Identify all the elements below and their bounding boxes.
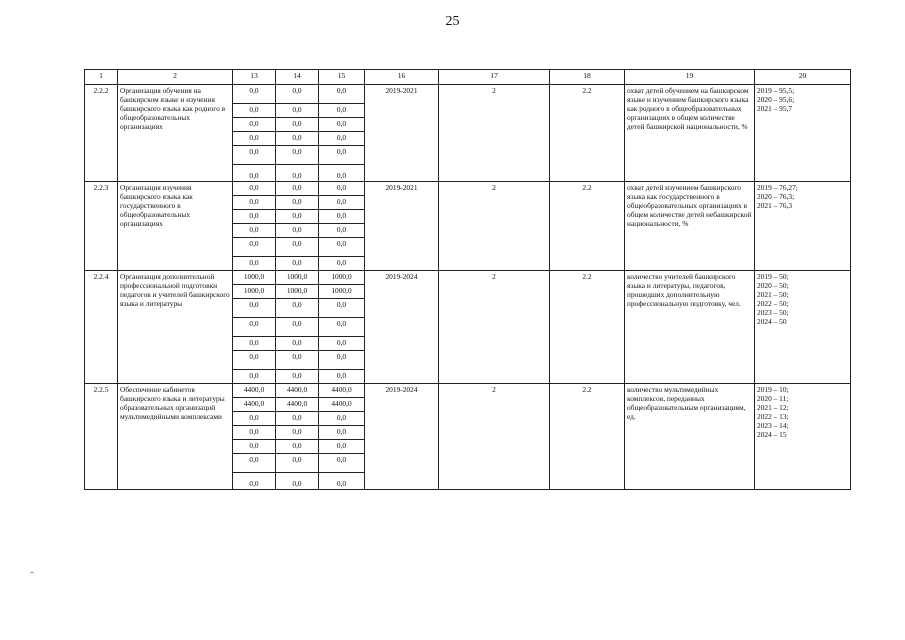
period-cell: 2019-2024 bbox=[365, 384, 439, 490]
value-cell: 0,0 bbox=[319, 299, 365, 318]
value-cell: 0,0 bbox=[276, 318, 319, 337]
targets-cell: 2019 – 95,5; 2020 – 95,6; 2021 – 95,7 bbox=[755, 85, 851, 182]
value-cell: 0,0 bbox=[319, 85, 365, 104]
value-cell: 4400,0 bbox=[319, 398, 365, 412]
indicator-cell: количество мультимедийных комплексов, переданных общеобразовательным организациям, ед. bbox=[625, 384, 755, 490]
activity-name: Организация дополнительной профессиональной подготовки педагогов и учителей башкирского языка и литературы bbox=[118, 271, 233, 384]
header-cell: 16 bbox=[365, 70, 439, 85]
value-cell: 1000,0 bbox=[276, 285, 319, 299]
value-cell: 0,0 bbox=[276, 196, 319, 210]
header-cell: 18 bbox=[550, 70, 625, 85]
value-cell: 0,0 bbox=[319, 238, 365, 257]
value-cell: 0,0 bbox=[319, 224, 365, 238]
value-cell: 1000,0 bbox=[276, 271, 319, 285]
value-cell: 0,0 bbox=[233, 196, 276, 210]
header-row bbox=[85, 70, 851, 85]
value-cell: 0,0 bbox=[319, 132, 365, 146]
activity-number: 2.2.4 bbox=[85, 271, 118, 384]
col18-cell: 2.2 bbox=[550, 384, 625, 490]
value-cell: 0,0 bbox=[276, 473, 319, 490]
value-cell: 0,0 bbox=[233, 165, 276, 182]
col18-cell: 2.2 bbox=[550, 271, 625, 384]
targets-cell: 2019 – 10; 2020 – 11; 2021 – 12; 2022 – 13; 2023 – 14; 2024 – 15 bbox=[755, 384, 851, 490]
value-cell: 4400,0 bbox=[276, 398, 319, 412]
value-cell: 0,0 bbox=[276, 412, 319, 426]
value-cell: 1000,0 bbox=[319, 285, 365, 299]
value-cell: 0,0 bbox=[233, 426, 276, 440]
col17-cell: 2 bbox=[439, 182, 550, 271]
period-cell: 2019-2021 bbox=[365, 85, 439, 182]
value-cell: 0,0 bbox=[233, 454, 276, 473]
value-cell: 1000,0 bbox=[233, 271, 276, 285]
table-row bbox=[85, 182, 851, 196]
activity-name: Обеспечение кабинетов башкирского языка и литературы образовательных организаций мультимедийными комплексами bbox=[118, 384, 233, 490]
targets-cell: 2019 – 50; 2020 – 50; 2021 – 50; 2022 – 50; 2023 – 50; 2024 – 50 bbox=[755, 271, 851, 384]
value-cell: 0,0 bbox=[276, 132, 319, 146]
value-cell: 0,0 bbox=[276, 257, 319, 271]
value-cell: 0,0 bbox=[319, 182, 365, 196]
value-cell: 0,0 bbox=[319, 257, 365, 271]
value-cell: 0,0 bbox=[276, 351, 319, 370]
col17-cell: 2 bbox=[439, 384, 550, 490]
value-cell: 0,0 bbox=[319, 210, 365, 224]
period-cell: 2019-2021 bbox=[365, 182, 439, 271]
program-activities-table bbox=[84, 69, 851, 490]
header-cell: 20 bbox=[755, 70, 851, 85]
page-number: 25 bbox=[445, 14, 460, 29]
indicator-cell: охват детей обучением на башкирском языке и изучением башкирского языка как родного в общеобразовательных организациях в общем количестве детей башкирской национальности, % bbox=[625, 85, 755, 182]
value-cell: 0,0 bbox=[233, 238, 276, 257]
value-cell: 0,0 bbox=[276, 426, 319, 440]
value-cell: 0,0 bbox=[233, 351, 276, 370]
value-cell: 0,0 bbox=[276, 238, 319, 257]
value-cell: 0,0 bbox=[276, 165, 319, 182]
col17-cell: 2 bbox=[439, 271, 550, 384]
scan-artifact bbox=[30, 572, 34, 573]
value-cell: 0,0 bbox=[276, 299, 319, 318]
value-cell: 0,0 bbox=[233, 257, 276, 271]
value-cell: 0,0 bbox=[276, 224, 319, 238]
activity-number: 2.2.2 bbox=[85, 85, 118, 182]
indicator-cell: количество учителей башкирского языка и литературы, педагогов, прошедших дополнительную профессиональную подготовку, чел. bbox=[625, 271, 755, 384]
value-cell: 0,0 bbox=[233, 318, 276, 337]
value-cell: 0,0 bbox=[276, 182, 319, 196]
value-cell: 0,0 bbox=[233, 412, 276, 426]
value-cell: 0,0 bbox=[276, 454, 319, 473]
col17-cell: 2 bbox=[439, 85, 550, 182]
value-cell: 0,0 bbox=[233, 337, 276, 351]
value-cell: 0,0 bbox=[276, 337, 319, 351]
col18-cell: 2.2 bbox=[550, 85, 625, 182]
value-cell: 0,0 bbox=[276, 118, 319, 132]
value-cell: 4400,0 bbox=[233, 384, 276, 398]
value-cell: 0,0 bbox=[319, 104, 365, 118]
activity-number: 2.2.5 bbox=[85, 384, 118, 490]
activity-name: Организация обучения на башкирском языке и изучения башкирского языка как родного в общеобразовательных организациях bbox=[118, 85, 233, 182]
header-cell: 1 bbox=[85, 70, 118, 85]
col18-cell: 2.2 bbox=[550, 182, 625, 271]
value-cell: 0,0 bbox=[233, 118, 276, 132]
header-cell: 2 bbox=[118, 70, 233, 85]
value-cell: 0,0 bbox=[319, 146, 365, 165]
value-cell: 0,0 bbox=[233, 473, 276, 490]
header-cell: 19 bbox=[625, 70, 755, 85]
value-cell: 0,0 bbox=[319, 370, 365, 384]
header-cell: 17 bbox=[439, 70, 550, 85]
value-cell: 0,0 bbox=[233, 104, 276, 118]
value-cell: 4400,0 bbox=[276, 384, 319, 398]
header-cell: 15 bbox=[319, 70, 365, 85]
header-cell: 13 bbox=[233, 70, 276, 85]
value-cell: 0,0 bbox=[319, 196, 365, 210]
value-cell: 0,0 bbox=[319, 318, 365, 337]
value-cell: 0,0 bbox=[319, 337, 365, 351]
activity-number: 2.2.3 bbox=[85, 182, 118, 271]
table-row bbox=[85, 271, 851, 285]
value-cell: 1000,0 bbox=[233, 285, 276, 299]
table-row bbox=[85, 384, 851, 398]
indicator-cell: охват детей изучением башкирского языка как государственного в общеобразовательных организациях в общем количестве детей небашкирской национальности, % bbox=[625, 182, 755, 271]
table-row bbox=[85, 85, 851, 104]
value-cell: 0,0 bbox=[276, 146, 319, 165]
value-cell: 0,0 bbox=[276, 85, 319, 104]
value-cell: 4400,0 bbox=[319, 384, 365, 398]
value-cell: 0,0 bbox=[319, 440, 365, 454]
value-cell: 0,0 bbox=[319, 165, 365, 182]
header-cell: 14 bbox=[276, 70, 319, 85]
value-cell: 1000,0 bbox=[319, 271, 365, 285]
period-cell: 2019-2024 bbox=[365, 271, 439, 384]
value-cell: 0,0 bbox=[276, 104, 319, 118]
value-cell: 0,0 bbox=[233, 132, 276, 146]
value-cell: 4400,0 bbox=[233, 398, 276, 412]
value-cell: 0,0 bbox=[233, 210, 276, 224]
value-cell: 0,0 bbox=[319, 118, 365, 132]
value-cell: 0,0 bbox=[233, 182, 276, 196]
value-cell: 0,0 bbox=[233, 440, 276, 454]
value-cell: 0,0 bbox=[319, 426, 365, 440]
value-cell: 0,0 bbox=[233, 370, 276, 384]
targets-cell: 2019 – 76,27; 2020 – 76,3; 2021 – 76,3 bbox=[755, 182, 851, 271]
value-cell: 0,0 bbox=[319, 454, 365, 473]
activity-name: Организация изучения башкирского языка как государственного в общеобразовательных организациях bbox=[118, 182, 233, 271]
value-cell: 0,0 bbox=[233, 299, 276, 318]
value-cell: 0,0 bbox=[276, 210, 319, 224]
value-cell: 0,0 bbox=[319, 473, 365, 490]
value-cell: 0,0 bbox=[233, 146, 276, 165]
value-cell: 0,0 bbox=[233, 85, 276, 104]
value-cell: 0,0 bbox=[276, 440, 319, 454]
value-cell: 0,0 bbox=[233, 224, 276, 238]
value-cell: 0,0 bbox=[276, 370, 319, 384]
value-cell: 0,0 bbox=[319, 412, 365, 426]
value-cell: 0,0 bbox=[319, 351, 365, 370]
